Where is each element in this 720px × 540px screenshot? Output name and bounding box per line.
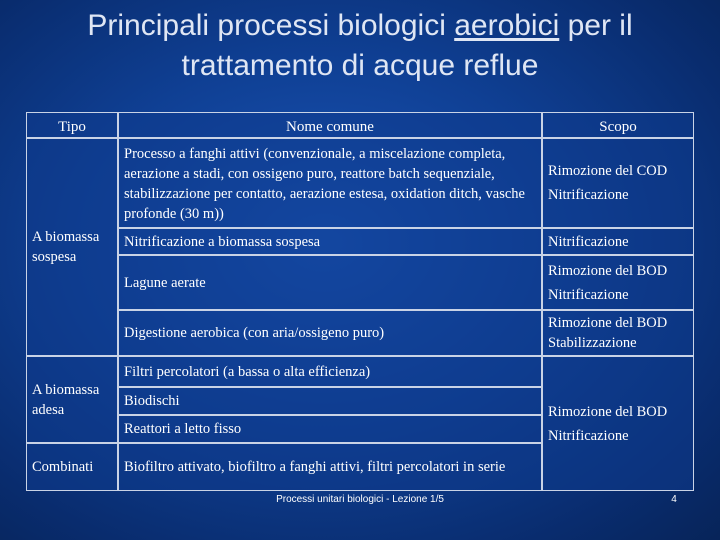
scopo-4-line-2: Stabilizzazione: [548, 335, 637, 351]
nome-reattori-letto-fisso: [118, 415, 542, 443]
nome-biofiltro-text: Biofiltro attivato, biofiltro a fanghi attivi, filtri percolatori in serie: [124, 459, 506, 475]
tipo-sospesa-text: A biomassa sospesa: [32, 229, 100, 265]
tipo-combinati: [26, 443, 118, 491]
nome-nitrificazione-text: Nitrificazione a biomassa sospesa: [124, 233, 321, 250]
tipo-biomassa-adesa: [26, 356, 118, 443]
header-nome-comune: Nome comune: [118, 112, 542, 138]
tipo-combinati-text: Combinati: [32, 459, 94, 475]
tipo-biomassa-sospesa: [26, 138, 118, 356]
header-scopo: Scopo: [542, 112, 694, 138]
nome-lagune-aerate: [118, 255, 542, 310]
slide-title: [20, 6, 700, 86]
nome-nitrificazione-sospesa: [118, 228, 542, 255]
title-highlight: aerobici: [454, 9, 560, 42]
scopo-digestione: [542, 310, 694, 356]
scopo-biomassa-adesa: [542, 356, 694, 491]
slide-footer: Processi unitari biologici - Lezione 1/5: [276, 494, 444, 505]
scopo-3-line-1: Rimozione del BOD: [548, 262, 668, 279]
scopo-1-line-2: Nitrificazione: [548, 187, 629, 203]
scopo-5-line-1: Rimozione del BOD: [548, 403, 668, 420]
scopo-2-text: Nitrificazione: [548, 233, 629, 250]
page-number: 4: [671, 494, 677, 505]
nome-reattori-text: Reattori a letto fisso: [124, 421, 242, 437]
scopo-1-line-1: Rimozione del COD: [548, 163, 668, 179]
nome-filtri-percolatori: [118, 356, 542, 387]
scopo-3-line-2: Nitrificazione: [548, 286, 629, 303]
title-part-1: Principali processi biologici: [87, 9, 455, 42]
nome-digestione-aerobica: [118, 310, 542, 356]
scopo-fanghi-attivi: [542, 138, 694, 228]
nome-lagune-text: Lagune aerate: [124, 274, 206, 291]
scopo-5-line-2: Nitrificazione: [548, 427, 629, 444]
nome-biodischi: [118, 387, 542, 415]
title-part-2: per il trattamento di acque reflue: [181, 9, 633, 82]
tipo-adesa-text: A biomassa adesa: [32, 381, 100, 418]
nome-digestione-text: Digestione aerobica (con aria/ossigeno puro): [124, 325, 385, 341]
nome-fanghi-attivi: Processo a fanghi attivi (convenzionale, a miscelazione completa, aerazione a stadi, con ossigeno puro, reattore batch sequenziale, stabilizzazione per contatto, aerazione estesa, oxidation ditch, vasche profonde (30 m)): [118, 138, 542, 228]
scopo-nitrificazione: [542, 228, 694, 255]
nome-biofiltro: [118, 443, 542, 491]
nome-filtri-text: Filtri percolatori (a bassa o alta efficienza): [124, 363, 371, 380]
header-tipo: Tipo: [26, 112, 118, 138]
scopo-lagune: [542, 255, 694, 310]
nome-biodischi-text: Biodischi: [124, 393, 180, 409]
scopo-4-line-1: Rimozione del BOD: [548, 315, 668, 331]
